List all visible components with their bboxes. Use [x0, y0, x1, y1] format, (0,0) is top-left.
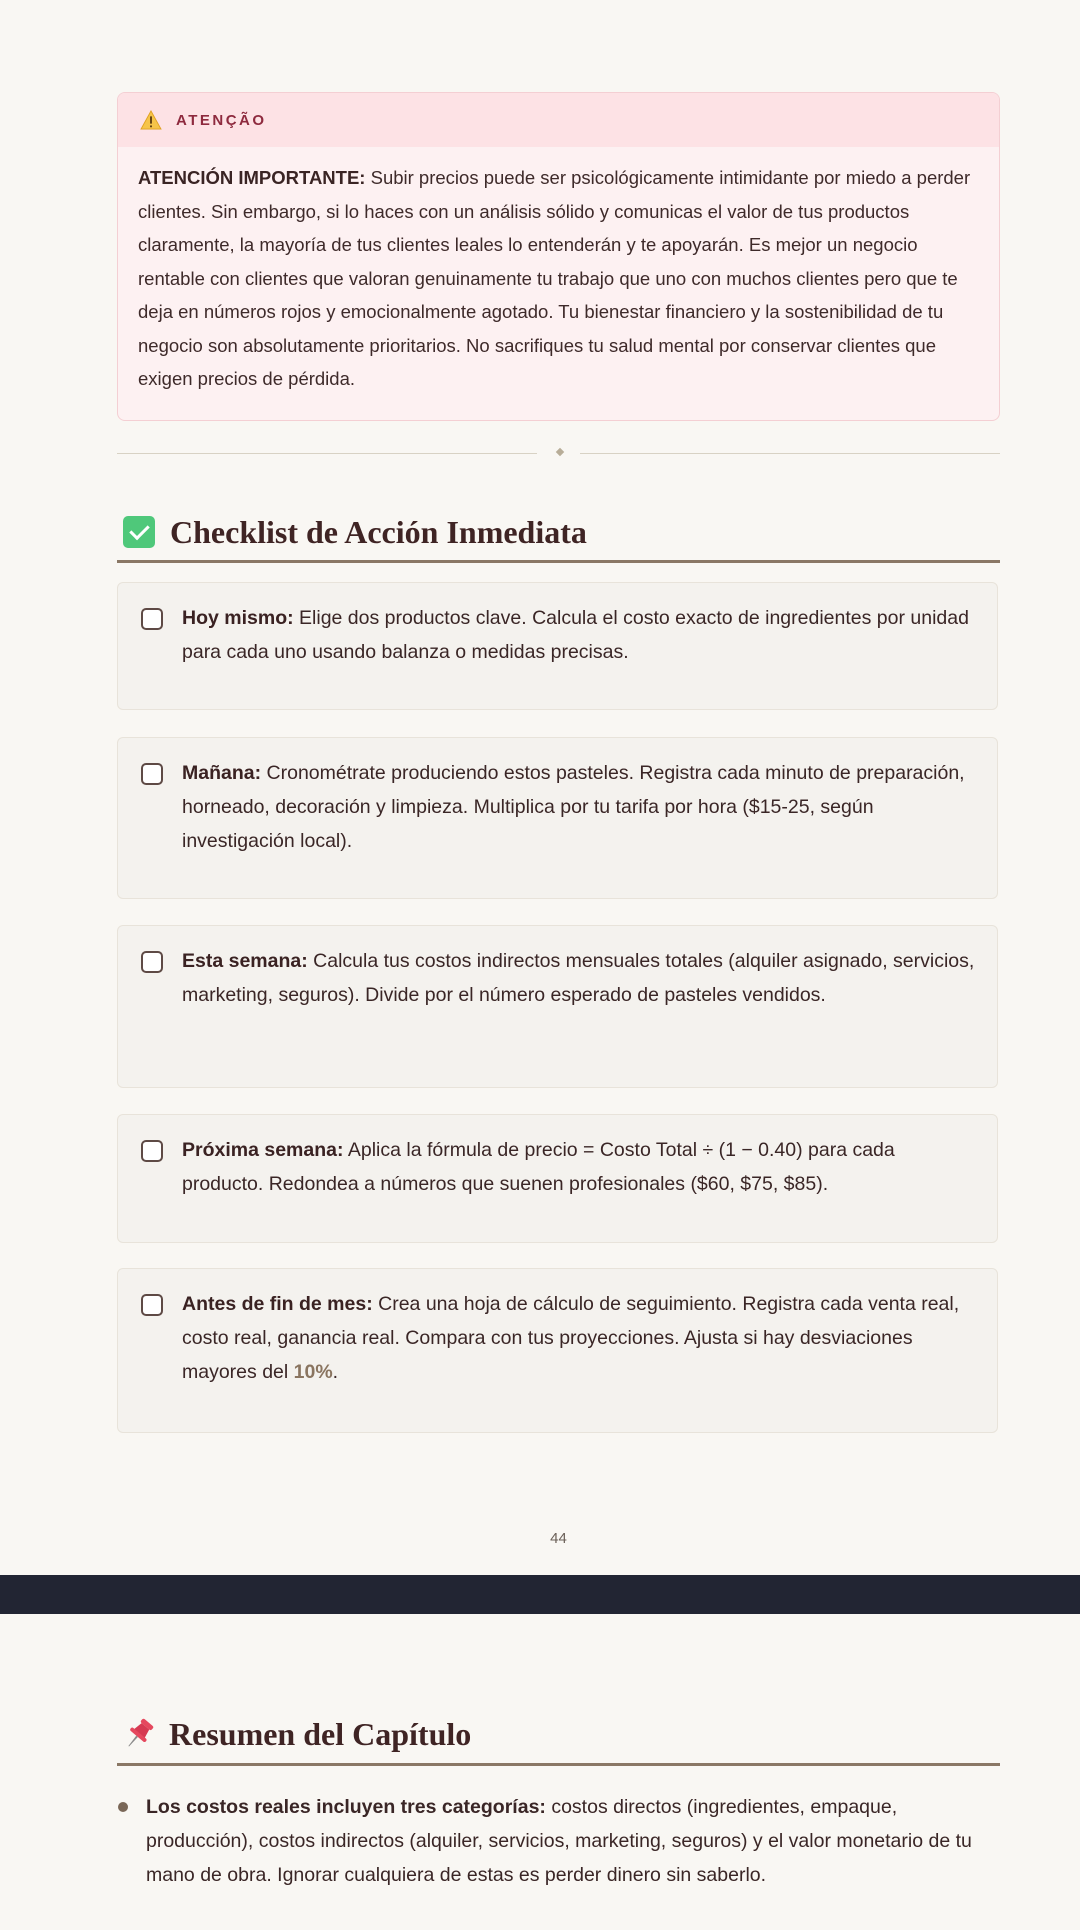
checklist-item: [117, 1268, 998, 1433]
warning-callout-lead: ATENCIÓN IMPORTANTE:: [138, 167, 366, 188]
checklist-item-body: Calcula tus costos indirectos mensuales totales (alquiler asignado, servicios, marketing, seguros). Divide por el número esperado de pasteles vendidos.: [182, 950, 975, 1006]
warning-icon: [140, 110, 162, 130]
checklist-item-highlight: 10%: [293, 1361, 333, 1383]
checklist-item: [117, 1114, 998, 1243]
checklist-item-label: Antes de fin de mes:: [182, 1293, 373, 1315]
divider-diamond-icon: [556, 448, 564, 456]
checklist-item-body: Crea una hoja de cálculo de seguimiento. Registra cada venta real, costo real, ganancia real. Compara con tus proyecciones. Ajusta si hay desviaciones mayores del: [182, 1293, 960, 1383]
checklist-item: [117, 737, 998, 899]
checklist-item-body: Cronométrate produciendo estos pasteles. Registra cada minuto de preparación, horneado, decoración y limpieza. Multiplica por tu tarifa por hora ($15-25, según investigación local).: [182, 762, 965, 852]
checklist-item-text: [182, 756, 977, 858]
checklist-item: [117, 582, 998, 710]
bullet-dot-icon: [118, 1802, 128, 1812]
section-divider: [117, 453, 1000, 455]
checkbox-icon[interactable]: [141, 951, 163, 973]
warning-callout-title: ATENÇÃO: [176, 111, 267, 129]
page-break-band: [0, 1575, 1080, 1614]
divider-line-left: [117, 453, 537, 454]
checklist-item: [117, 925, 998, 1088]
summary-item-text: [146, 1790, 1000, 1892]
warning-callout-body: [118, 147, 999, 420]
checklist-item-text: [182, 1287, 977, 1389]
checklist-item-body: Elige dos productos clave. Calcula el costo exacto de ingredientes por unidad para cada uno usando balanza o medidas precisas.: [182, 607, 969, 663]
checklist-item-text: [182, 601, 977, 669]
checkbox-icon[interactable]: [141, 763, 163, 785]
summary-heading-text: Resumen del Capítulo: [169, 1715, 472, 1752]
checkbox-icon[interactable]: [141, 608, 163, 630]
check-mark-button-icon: [123, 516, 155, 548]
warning-callout-header: [118, 93, 999, 147]
checkbox-icon[interactable]: [141, 1294, 163, 1316]
checklist-heading-text: Checklist de Acción Inmediata: [170, 513, 587, 550]
checklist-item-tail: .: [332, 1361, 339, 1383]
checklist-item-label: Mañana:: [182, 762, 262, 784]
summary-item-body: costos directos (ingredientes, empaque, producción), costos indirectos (alquiler, servicios, marketing, seguros) y el valor monetario de tu mano de obra. Ignorar cualquiera de estas es perder dinero sin saberlo.: [146, 1796, 972, 1886]
summary-item-label: Los costos reales incluyen tres categorías:: [146, 1796, 546, 1818]
page-number: 44: [550, 1530, 567, 1547]
checklist-item-text: [182, 1133, 977, 1201]
checkbox-icon[interactable]: [141, 1140, 163, 1162]
checklist-heading: [117, 504, 1000, 563]
warning-callout: [117, 92, 1000, 421]
pushpin-icon: [121, 1716, 157, 1752]
warning-callout-text: Subir precios puede ser psicológicamente intimidante por miedo a perder clientes. Sin embargo, si lo haces con un análisis sólido y comunicas el valor de tus productos claramente, la mayoría de tus clientes leales lo entenderán y te apoyarán. Es mejor un negocio rentable con clientes que valoran genuinamente tu trabajo que uno con muchos clientes pero que te deja en números rojos y emocionalmente agotado. Tu bienestar financiero y la sostenibilidad de tu negocio son absolutamente prioritarios. No sacrifiques tu salud mental por conservar clientes que exigen precios de pérdida.: [138, 167, 971, 389]
summary-list-item: [117, 1790, 1000, 1892]
checklist-item-label: Próxima semana:: [182, 1139, 344, 1161]
checklist-item-text: [182, 944, 977, 1012]
checklist-item-label: Hoy mismo:: [182, 607, 294, 629]
checklist-item-label: Esta semana:: [182, 950, 308, 972]
divider-line-right: [580, 453, 1000, 454]
summary-heading: [117, 1705, 1000, 1766]
checklist-item-body: Aplica la fórmula de precio = Costo Total ÷ (1 − 0.40) para cada producto. Redondea a números que suenen profesionales ($60, $75, $85).: [182, 1139, 895, 1195]
